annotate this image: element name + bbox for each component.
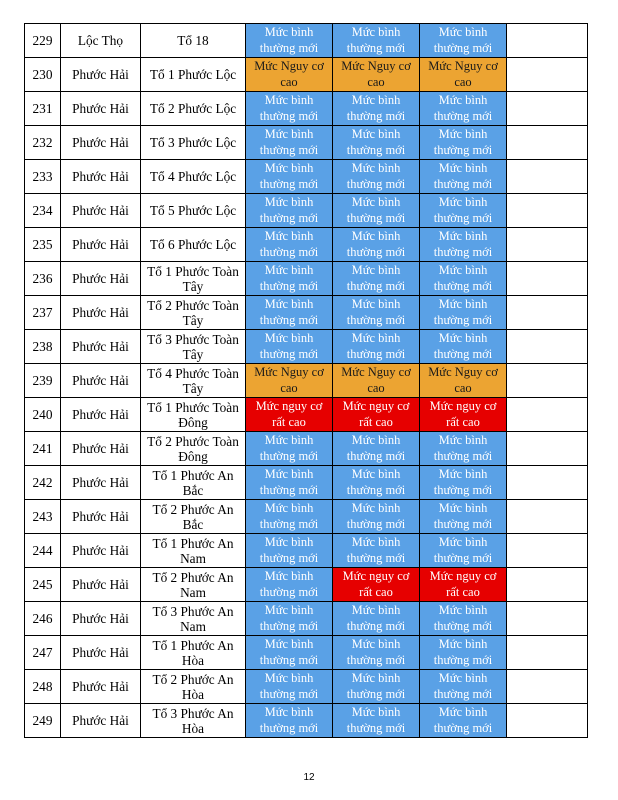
risk-level-cell: Mức bình thường mới [246, 636, 333, 670]
group-cell: Tổ 6 Phước Lộc [141, 228, 246, 262]
risk-level-cell: Mức bình thường mới [246, 126, 333, 160]
risk-level-cell: Mức bình thường mới [246, 670, 333, 704]
risk-level-cell: Mức bình thường mới [333, 296, 420, 330]
risk-level-cell: Mức bình thường mới [333, 262, 420, 296]
group-cell: Tổ 2 Phước An Hòa [141, 670, 246, 704]
empty-cell [507, 296, 588, 330]
commune-cell: Phước Hải [61, 194, 141, 228]
risk-level-cell: Mức nguy cơ rất cao [246, 398, 333, 432]
risk-level-cell: Mức bình thường mới [333, 160, 420, 194]
group-cell: Tổ 18 [141, 24, 246, 58]
row-number-cell: 236 [25, 262, 61, 296]
risk-level-cell: Mức bình thường mới [420, 126, 507, 160]
group-cell: Tổ 3 Phước An Nam [141, 602, 246, 636]
risk-level-cell: Mức bình thường mới [420, 500, 507, 534]
table-row [25, 92, 588, 126]
table-body [25, 24, 588, 738]
group-cell: Tổ 1 Phước Lộc [141, 58, 246, 92]
table-row [25, 126, 588, 160]
table-row [25, 568, 588, 602]
risk-level-cell: Mức bình thường mới [420, 704, 507, 738]
risk-level-cell: Mức bình thường mới [333, 92, 420, 126]
table-row [25, 432, 588, 466]
commune-cell: Phước Hải [61, 704, 141, 738]
risk-level-cell: Mức bình thường mới [246, 602, 333, 636]
risk-level-table [24, 23, 588, 738]
commune-cell: Lộc Thọ [61, 24, 141, 58]
row-number-cell: 232 [25, 126, 61, 160]
empty-cell [507, 704, 588, 738]
commune-cell: Phước Hải [61, 330, 141, 364]
risk-level-cell: Mức bình thường mới [246, 534, 333, 568]
commune-cell: Phước Hải [61, 500, 141, 534]
risk-level-cell: Mức bình thường mới [246, 704, 333, 738]
risk-level-cell: Mức bình thường mới [246, 568, 333, 602]
group-cell: Tổ 3 Phước An Hòa [141, 704, 246, 738]
risk-level-cell: Mức bình thường mới [420, 330, 507, 364]
risk-level-cell: Mức bình thường mới [333, 534, 420, 568]
risk-level-cell: Mức bình thường mới [246, 24, 333, 58]
empty-cell [507, 602, 588, 636]
risk-level-cell: Mức bình thường mới [420, 534, 507, 568]
risk-level-cell: Mức bình thường mới [333, 126, 420, 160]
commune-cell: Phước Hải [61, 670, 141, 704]
commune-cell: Phước Hải [61, 602, 141, 636]
empty-cell [507, 500, 588, 534]
risk-level-cell: Mức bình thường mới [246, 500, 333, 534]
row-number-cell: 229 [25, 24, 61, 58]
risk-level-cell: Mức bình thường mới [420, 92, 507, 126]
risk-level-cell: Mức nguy cơ rất cao [333, 568, 420, 602]
empty-cell [507, 24, 588, 58]
row-number-cell: 230 [25, 58, 61, 92]
commune-cell: Phước Hải [61, 228, 141, 262]
risk-level-cell: Mức bình thường mới [246, 432, 333, 466]
group-cell: Tổ 1 Phước An Hòa [141, 636, 246, 670]
group-cell: Tổ 2 Phước Toàn Đông [141, 432, 246, 466]
risk-level-cell: Mức bình thường mới [246, 194, 333, 228]
empty-cell [507, 126, 588, 160]
risk-level-cell: Mức bình thường mới [420, 194, 507, 228]
row-number-cell: 243 [25, 500, 61, 534]
empty-cell [507, 670, 588, 704]
risk-level-cell: Mức bình thường mới [333, 466, 420, 500]
row-number-cell: 231 [25, 92, 61, 126]
risk-level-cell: Mức Nguy cơ cao [420, 58, 507, 92]
risk-level-cell: Mức Nguy cơ cao [420, 364, 507, 398]
risk-level-cell: Mức nguy cơ rất cao [420, 568, 507, 602]
row-number-cell: 246 [25, 602, 61, 636]
risk-level-cell: Mức bình thường mới [246, 330, 333, 364]
commune-cell: Phước Hải [61, 568, 141, 602]
group-cell: Tổ 2 Phước Toàn Tây [141, 296, 246, 330]
commune-cell: Phước Hải [61, 58, 141, 92]
table-row [25, 58, 588, 92]
risk-level-cell: Mức Nguy cơ cao [333, 58, 420, 92]
row-number-cell: 241 [25, 432, 61, 466]
table-row [25, 364, 588, 398]
risk-level-cell: Mức bình thường mới [420, 636, 507, 670]
commune-cell: Phước Hải [61, 92, 141, 126]
group-cell: Tổ 1 Phước Toàn Đông [141, 398, 246, 432]
table-row [25, 398, 588, 432]
risk-level-cell: Mức bình thường mới [333, 602, 420, 636]
risk-level-cell: Mức bình thường mới [333, 670, 420, 704]
risk-level-cell: Mức bình thường mới [246, 466, 333, 500]
empty-cell [507, 432, 588, 466]
risk-level-cell: Mức bình thường mới [246, 296, 333, 330]
risk-level-cell: Mức bình thường mới [246, 160, 333, 194]
risk-level-cell: Mức bình thường mới [333, 24, 420, 58]
risk-level-cell: Mức bình thường mới [333, 500, 420, 534]
risk-level-cell: Mức bình thường mới [333, 194, 420, 228]
empty-cell [507, 92, 588, 126]
group-cell: Tổ 1 Phước An Bắc [141, 466, 246, 500]
group-cell: Tổ 4 Phước Lộc [141, 160, 246, 194]
row-number-cell: 239 [25, 364, 61, 398]
table-row [25, 500, 588, 534]
empty-cell [507, 58, 588, 92]
commune-cell: Phước Hải [61, 432, 141, 466]
row-number-cell: 244 [25, 534, 61, 568]
commune-cell: Phước Hải [61, 636, 141, 670]
table-row [25, 228, 588, 262]
empty-cell [507, 466, 588, 500]
row-number-cell: 235 [25, 228, 61, 262]
risk-level-cell: Mức bình thường mới [420, 228, 507, 262]
row-number-cell: 240 [25, 398, 61, 432]
table-row [25, 466, 588, 500]
group-cell: Tổ 2 Phước An Nam [141, 568, 246, 602]
commune-cell: Phước Hải [61, 262, 141, 296]
commune-cell: Phước Hải [61, 296, 141, 330]
group-cell: Tổ 3 Phước Toàn Tây [141, 330, 246, 364]
risk-level-cell: Mức Nguy cơ cao [246, 364, 333, 398]
risk-level-cell: Mức nguy cơ rất cao [420, 398, 507, 432]
empty-cell [507, 534, 588, 568]
table-row [25, 296, 588, 330]
row-number-cell: 245 [25, 568, 61, 602]
empty-cell [507, 364, 588, 398]
commune-cell: Phước Hải [61, 364, 141, 398]
group-cell: Tổ 2 Phước An Bắc [141, 500, 246, 534]
table-row [25, 602, 588, 636]
risk-level-cell: Mức bình thường mới [333, 330, 420, 364]
risk-level-cell: Mức bình thường mới [420, 24, 507, 58]
risk-level-cell: Mức nguy cơ rất cao [333, 398, 420, 432]
commune-cell: Phước Hải [61, 126, 141, 160]
row-number-cell: 249 [25, 704, 61, 738]
empty-cell [507, 262, 588, 296]
risk-level-cell: Mức Nguy cơ cao [333, 364, 420, 398]
empty-cell [507, 160, 588, 194]
table-row [25, 160, 588, 194]
empty-cell [507, 194, 588, 228]
table-row [25, 704, 588, 738]
group-cell: Tổ 4 Phước Toàn Tây [141, 364, 246, 398]
table-row [25, 24, 588, 58]
group-cell: Tổ 1 Phước An Nam [141, 534, 246, 568]
empty-cell [507, 228, 588, 262]
table-row [25, 534, 588, 568]
risk-level-cell: Mức bình thường mới [333, 636, 420, 670]
risk-level-cell: Mức bình thường mới [420, 160, 507, 194]
page-number: 12 [303, 772, 315, 783]
commune-cell: Phước Hải [61, 398, 141, 432]
risk-level-cell: Mức bình thường mới [420, 670, 507, 704]
empty-cell [507, 568, 588, 602]
row-number-cell: 233 [25, 160, 61, 194]
table-row [25, 262, 588, 296]
risk-level-cell: Mức Nguy cơ cao [246, 58, 333, 92]
row-number-cell: 247 [25, 636, 61, 670]
risk-level-cell: Mức bình thường mới [420, 262, 507, 296]
risk-level-cell: Mức bình thường mới [420, 296, 507, 330]
table-row [25, 330, 588, 364]
group-cell: Tổ 1 Phước Toàn Tây [141, 262, 246, 296]
row-number-cell: 242 [25, 466, 61, 500]
empty-cell [507, 330, 588, 364]
group-cell: Tổ 5 Phước Lộc [141, 194, 246, 228]
table-row [25, 636, 588, 670]
group-cell: Tổ 2 Phước Lộc [141, 92, 246, 126]
risk-level-cell: Mức bình thường mới [333, 228, 420, 262]
risk-level-cell: Mức bình thường mới [333, 432, 420, 466]
row-number-cell: 238 [25, 330, 61, 364]
commune-cell: Phước Hải [61, 534, 141, 568]
risk-level-cell: Mức bình thường mới [246, 92, 333, 126]
risk-level-cell: Mức bình thường mới [333, 704, 420, 738]
commune-cell: Phước Hải [61, 466, 141, 500]
empty-cell [507, 636, 588, 670]
table-row [25, 194, 588, 228]
risk-level-cell: Mức bình thường mới [246, 262, 333, 296]
row-number-cell: 248 [25, 670, 61, 704]
commune-cell: Phước Hải [61, 160, 141, 194]
table-row [25, 670, 588, 704]
risk-level-cell: Mức bình thường mới [420, 602, 507, 636]
row-number-cell: 234 [25, 194, 61, 228]
group-cell: Tổ 3 Phước Lộc [141, 126, 246, 160]
risk-level-cell: Mức bình thường mới [420, 466, 507, 500]
empty-cell [507, 398, 588, 432]
row-number-cell: 237 [25, 296, 61, 330]
risk-level-cell: Mức bình thường mới [246, 228, 333, 262]
risk-level-cell: Mức bình thường mới [420, 432, 507, 466]
